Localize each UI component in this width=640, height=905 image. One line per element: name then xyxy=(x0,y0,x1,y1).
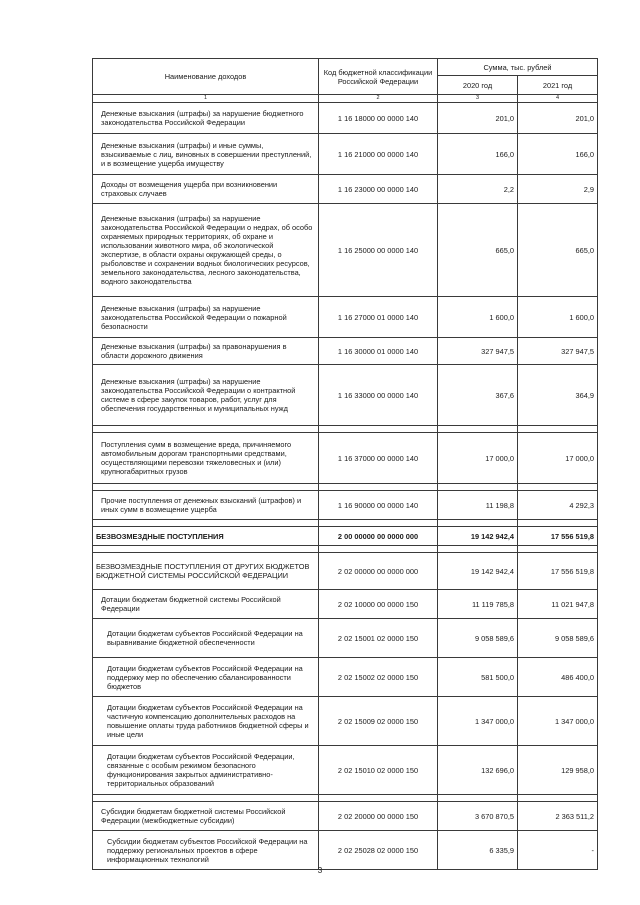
spacer-cell xyxy=(438,546,518,553)
table-row xyxy=(93,297,598,338)
amount-2021-cell: 129 958,0 xyxy=(518,746,598,795)
header-sum: Сумма, тыс. рублей xyxy=(438,59,598,76)
amount-2021-cell: 2,9 xyxy=(518,175,598,204)
income-name-cell: Дотации бюджетам субъектов Российской Федерации на частичную компенсацию дополнительных расходов на повышение оплаты труда работников бюджетной сферы и иные цели xyxy=(93,697,319,746)
spacer-cell xyxy=(93,795,319,802)
spacer-cell xyxy=(518,520,598,527)
table-row xyxy=(93,338,598,365)
spacer-row xyxy=(93,426,598,433)
amount-2020-cell: 11 198,8 xyxy=(438,491,518,520)
table-row xyxy=(93,697,598,746)
amount-2020-cell: 2,2 xyxy=(438,175,518,204)
spacer-cell xyxy=(319,484,438,491)
amount-2020-cell: 3 670 870,5 xyxy=(438,802,518,831)
column-number: 4 xyxy=(518,95,598,103)
amount-2021-cell: 364,9 xyxy=(518,365,598,426)
amount-2021-cell: 17 556 519,8 xyxy=(518,527,598,546)
code-cell: 1 16 33000 00 0000 140 xyxy=(319,365,438,426)
spacer-row xyxy=(93,520,598,527)
table-row xyxy=(93,802,598,831)
spacer-cell xyxy=(319,520,438,527)
table-row xyxy=(93,590,598,619)
amount-2021-cell: 486 400,0 xyxy=(518,658,598,697)
spacer-row xyxy=(93,484,598,491)
column-number: 3 xyxy=(438,95,518,103)
spacer-cell xyxy=(319,795,438,802)
spacer-cell xyxy=(518,484,598,491)
table-row xyxy=(93,134,598,175)
income-name-cell: Денежные взыскания (штрафы) за правонарушения в области дорожного движения xyxy=(93,338,319,365)
amount-2020-cell: 1 600,0 xyxy=(438,297,518,338)
table-row xyxy=(93,433,598,484)
amount-2020-cell: 581 500,0 xyxy=(438,658,518,697)
amount-2020-cell: 367,6 xyxy=(438,365,518,426)
spacer-cell xyxy=(319,546,438,553)
amount-2021-cell: 327 947,5 xyxy=(518,338,598,365)
income-name-cell: Дотации бюджетам бюджетной системы Российской Федерации xyxy=(93,590,319,619)
header-year-2021: 2021 год xyxy=(518,76,598,95)
amount-2021-cell: 665,0 xyxy=(518,204,598,297)
amount-2020-cell: 1 347 000,0 xyxy=(438,697,518,746)
code-cell: 2 02 15009 02 0000 150 xyxy=(319,697,438,746)
amount-2021-cell: 17 000,0 xyxy=(518,433,598,484)
spacer-cell xyxy=(438,484,518,491)
income-name-cell: Денежные взыскания (штрафы) за нарушение законодательства Российской Федерации о контрактной системе в сфере закупок товаров, работ, услуг для обеспечения государственных и муниципальных нужд xyxy=(93,365,319,426)
amount-2021-cell: 166,0 xyxy=(518,134,598,175)
income-name-cell: БЕЗВОЗМЕЗДНЫЕ ПОСТУПЛЕНИЯ ОТ ДРУГИХ БЮДЖЕТОВ БЮДЖЕТНОЙ СИСТЕМЫ РОССИЙСКОЙ ФЕДЕРАЦИИ xyxy=(93,553,319,590)
income-name-cell: Дотации бюджетам субъектов Российской Федерации, связанные с особым режимом безопасного функционирования закрытых административно-территориальных образований xyxy=(93,746,319,795)
amount-2020-cell: 201,0 xyxy=(438,103,518,134)
amount-2021-cell: 1 600,0 xyxy=(518,297,598,338)
spacer-cell xyxy=(93,546,319,553)
amount-2020-cell: 11 119 785,8 xyxy=(438,590,518,619)
amount-2021-cell: 11 021 947,8 xyxy=(518,590,598,619)
code-cell: 1 16 25000 00 0000 140 xyxy=(319,204,438,297)
spacer-cell xyxy=(93,426,319,433)
spacer-cell xyxy=(438,426,518,433)
spacer-row xyxy=(93,546,598,553)
header-year-2020: 2020 год xyxy=(438,76,518,95)
code-cell: 2 00 00000 00 0000 000 xyxy=(319,527,438,546)
code-cell: 1 16 21000 00 0000 140 xyxy=(319,134,438,175)
amount-2021-cell: 17 556 519,8 xyxy=(518,553,598,590)
amount-2020-cell: 327 947,5 xyxy=(438,338,518,365)
table-row xyxy=(93,527,598,546)
income-name-cell: Денежные взыскания (штрафы) и иные суммы, взыскиваемые с лиц, виновных в совершении преступлений, и в возмещение ущерба имуществу xyxy=(93,134,319,175)
column-numbers-row xyxy=(93,95,598,103)
amount-2020-cell: 6 335,9 xyxy=(438,831,518,870)
code-cell: 2 02 25028 02 0000 150 xyxy=(319,831,438,870)
amount-2020-cell: 19 142 942,4 xyxy=(438,527,518,546)
code-cell: 1 16 27000 01 0000 140 xyxy=(319,297,438,338)
code-cell: 2 02 20000 00 0000 150 xyxy=(319,802,438,831)
table-row xyxy=(93,831,598,870)
amount-2020-cell: 9 058 589,6 xyxy=(438,619,518,658)
table-row xyxy=(93,175,598,204)
spacer-cell xyxy=(93,484,319,491)
table-row xyxy=(93,491,598,520)
column-number: 2 xyxy=(319,95,438,103)
code-cell: 1 16 90000 00 0000 140 xyxy=(319,491,438,520)
amount-2020-cell: 132 696,0 xyxy=(438,746,518,795)
page-number: 3 xyxy=(317,866,323,875)
spacer-cell xyxy=(319,426,438,433)
income-name-cell: Денежные взыскания (штрафы) за нарушение бюджетного законодательства Российской Федерации xyxy=(93,103,319,134)
income-name-cell: Субсидии бюджетам бюджетной системы Российской Федерации (межбюджетные субсидии) xyxy=(93,802,319,831)
income-name-cell: Дотации бюджетам субъектов Российской Федерации на поддержку мер по обеспечению сбалансированности бюджетов xyxy=(93,658,319,697)
amount-2021-cell: - xyxy=(518,831,598,870)
spacer-cell xyxy=(438,520,518,527)
amount-2021-cell: 201,0 xyxy=(518,103,598,134)
spacer-cell xyxy=(518,426,598,433)
amount-2020-cell: 17 000,0 xyxy=(438,433,518,484)
table-row xyxy=(93,658,598,697)
table-row xyxy=(93,103,598,134)
code-cell: 1 16 23000 00 0000 140 xyxy=(319,175,438,204)
amount-2021-cell: 2 363 511,2 xyxy=(518,802,598,831)
amount-2021-cell: 1 347 000,0 xyxy=(518,697,598,746)
income-name-cell: Поступления сумм в возмещение вреда, причиняемого автомобильным дорогам транспортными средствами, осуществляющими перевозки тяжеловесных и (или) крупногабаритных грузов xyxy=(93,433,319,484)
amount-2020-cell: 665,0 xyxy=(438,204,518,297)
income-name-cell: Дотации бюджетам субъектов Российской Федерации на выравнивание бюджетной обеспеченности xyxy=(93,619,319,658)
table-row xyxy=(93,204,598,297)
table-row xyxy=(93,746,598,795)
income-name-cell: Субсидии бюджетам субъектов Российской Федерации на поддержку региональных проектов в сфере информационных технологий xyxy=(93,831,319,870)
income-name-cell: Доходы от возмещения ущерба при возникновении страховых случаев xyxy=(93,175,319,204)
code-cell: 1 16 30000 01 0000 140 xyxy=(319,338,438,365)
amount-2020-cell: 166,0 xyxy=(438,134,518,175)
column-number: 1 xyxy=(93,95,319,103)
code-cell: 2 02 15001 02 0000 150 xyxy=(319,619,438,658)
income-name-cell: Денежные взыскания (штрафы) за нарушение законодательства Российской Федерации о пожарной безопасности xyxy=(93,297,319,338)
spacer-cell xyxy=(93,520,319,527)
header-classification-code: Код бюджетной классификации Российской Федерации xyxy=(319,59,438,95)
table-row xyxy=(93,553,598,590)
amount-2020-cell: 19 142 942,4 xyxy=(438,553,518,590)
budget-revenue-table xyxy=(92,58,598,870)
spacer-cell xyxy=(438,795,518,802)
income-name-cell: Денежные взыскания (штрафы) за нарушение законодательства Российской Федерации о недрах, об особо охраняемых природных территориях, об охране и использовании животного мира, об экологической экспертизе, в области охраны окружающей среды, о рыболовстве и сохранении водных биологических ресурсов, земельного законодательства, лесного законодательства, водного законодательства xyxy=(93,204,319,297)
code-cell: 2 02 00000 00 0000 000 xyxy=(319,553,438,590)
header-income-name: Наименование доходов xyxy=(93,59,319,95)
code-cell: 2 02 15002 02 0000 150 xyxy=(319,658,438,697)
spacer-cell xyxy=(518,795,598,802)
code-cell: 2 02 15010 02 0000 150 xyxy=(319,746,438,795)
amount-2021-cell: 4 292,3 xyxy=(518,491,598,520)
table-row xyxy=(93,619,598,658)
spacer-row xyxy=(93,795,598,802)
code-cell: 2 02 10000 00 0000 150 xyxy=(319,590,438,619)
table-row xyxy=(93,365,598,426)
code-cell: 1 16 37000 00 0000 140 xyxy=(319,433,438,484)
amount-2021-cell: 9 058 589,6 xyxy=(518,619,598,658)
income-name-cell: БЕЗВОЗМЕЗДНЫЕ ПОСТУПЛЕНИЯ xyxy=(93,527,319,546)
income-name-cell: Прочие поступления от денежных взысканий (штрафов) и иных сумм в возмещение ущерба xyxy=(93,491,319,520)
spacer-cell xyxy=(518,546,598,553)
code-cell: 1 16 18000 00 0000 140 xyxy=(319,103,438,134)
